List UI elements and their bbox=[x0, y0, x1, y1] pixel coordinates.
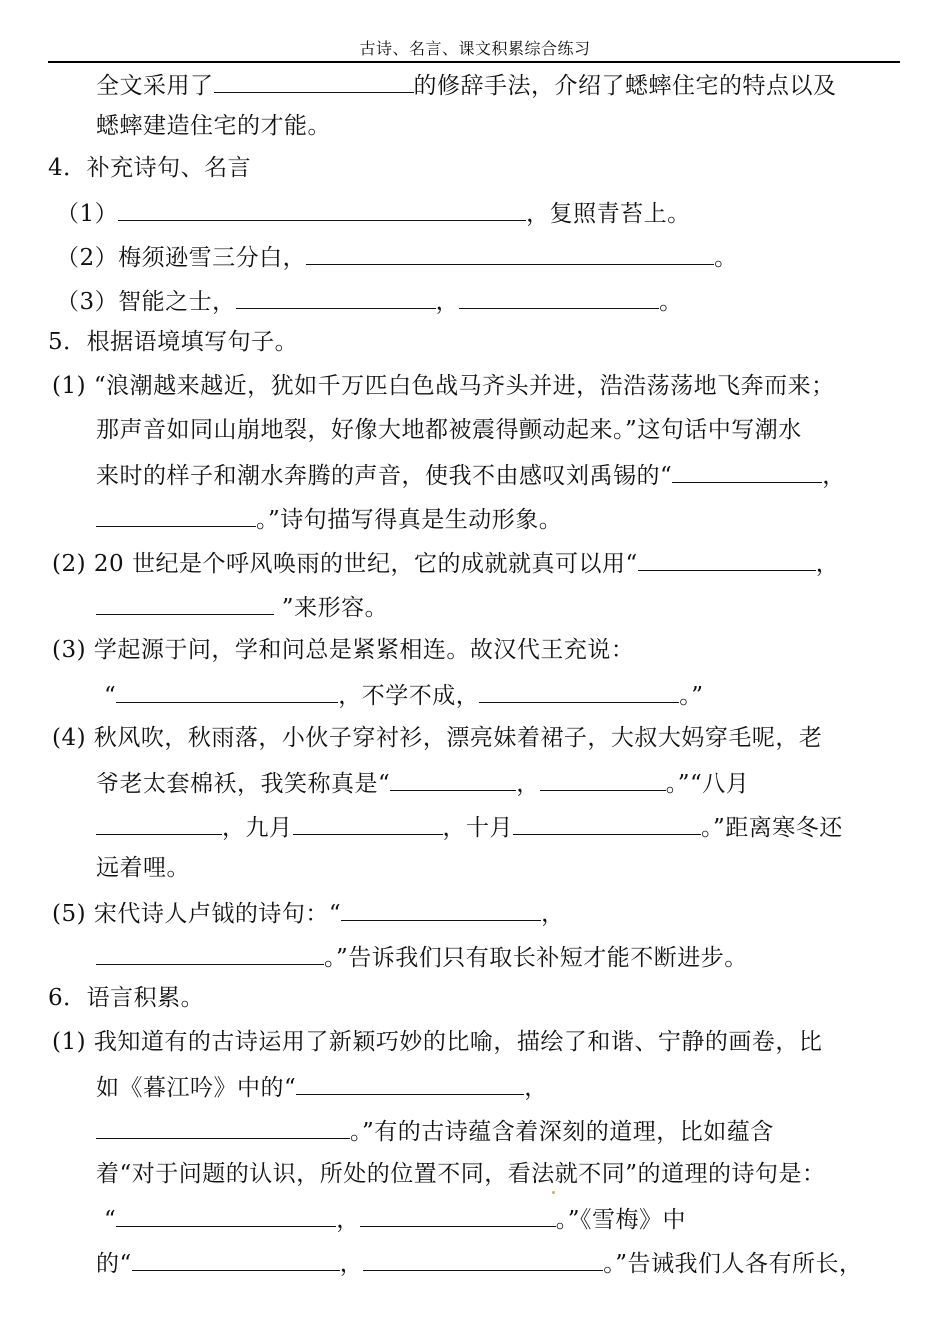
text: 全文采用了 bbox=[96, 73, 214, 99]
fill-blank[interactable] bbox=[116, 1202, 336, 1227]
text: ，九月 bbox=[222, 815, 293, 841]
text: 。”距离寒冬还 bbox=[701, 815, 843, 841]
fill-blank[interactable] bbox=[513, 810, 701, 835]
q6-1-line-6 bbox=[96, 1246, 863, 1278]
fill-blank[interactable] bbox=[360, 1202, 556, 1227]
fill-blank[interactable] bbox=[638, 546, 816, 571]
q6-1-line-4: 着“对于问题的认识，所处的位置不同，看法就不同”的道理的诗句是： bbox=[96, 1161, 826, 1187]
fill-blank[interactable] bbox=[459, 284, 659, 309]
q5-3-line-2 bbox=[104, 678, 704, 710]
fill-blank[interactable] bbox=[306, 240, 714, 265]
text: (2) 20 世纪是个呼风唤雨的世纪，它的成就就真可以用“ bbox=[52, 551, 638, 577]
fill-blank[interactable] bbox=[96, 1114, 350, 1139]
fill-blank[interactable] bbox=[540, 766, 666, 791]
text: 的“ bbox=[96, 1251, 132, 1277]
text: ， bbox=[524, 1075, 548, 1101]
text: ， bbox=[336, 1207, 360, 1233]
text: 。”告诫我们人各有所长， bbox=[603, 1251, 863, 1277]
text: ，不学不成， bbox=[338, 683, 480, 709]
q5-4-line-1: (4) 秋风吹，秋雨落，小伙子穿衬衫，漂亮妹着裙子，大叔大妈穿毛呢，老 bbox=[52, 725, 823, 751]
fill-blank[interactable] bbox=[116, 678, 338, 703]
q6-heading: 6．语言积累。 bbox=[48, 985, 205, 1011]
fill-blank[interactable] bbox=[363, 1246, 603, 1271]
q6-1-line-5 bbox=[104, 1202, 686, 1234]
scan-speck bbox=[552, 1191, 555, 1194]
q4-item-3 bbox=[56, 284, 683, 316]
text: ， bbox=[541, 901, 565, 927]
text: 。” bbox=[679, 683, 704, 709]
fill-blank[interactable] bbox=[96, 590, 274, 615]
text: （3）智能之士， bbox=[56, 289, 236, 315]
text: （2）梅须逊雪三分白， bbox=[56, 245, 307, 271]
fill-blank[interactable] bbox=[96, 810, 222, 835]
q6-1-line-2 bbox=[96, 1070, 548, 1102]
q5-2-line-2 bbox=[96, 590, 388, 622]
text: ， bbox=[815, 551, 840, 577]
q6-1-line-3 bbox=[96, 1114, 774, 1146]
q5-4-line-3 bbox=[96, 810, 843, 842]
fill-blank[interactable] bbox=[672, 458, 822, 483]
text: 如《暮江吟》中的“ bbox=[96, 1075, 297, 1101]
q5-1-line-4 bbox=[96, 502, 562, 534]
header-rule bbox=[48, 61, 900, 63]
q5-3-line-1: (3) 学起源于问，学和问总是紧紧相连。故汉代王充说： bbox=[52, 637, 635, 663]
text: ”来形容。 bbox=[274, 595, 389, 621]
text: 。”《雪梅》中 bbox=[555, 1207, 687, 1233]
text: ，十月 bbox=[442, 815, 513, 841]
text: ， bbox=[339, 1251, 364, 1277]
fill-blank[interactable] bbox=[96, 940, 324, 965]
page-header-title: 古诗、名言、课文积累综合练习 bbox=[359, 39, 591, 58]
q5-heading: 5．根据语境填写句子。 bbox=[48, 329, 299, 355]
text: “ bbox=[104, 683, 117, 709]
text: （1） bbox=[56, 201, 119, 227]
q5-4-line-4: 远着哩。 bbox=[96, 855, 190, 881]
text: 的修辞手法，介绍了蟋蟀住宅的特点以及 bbox=[413, 73, 837, 99]
q3-tail-line-1 bbox=[96, 68, 837, 100]
fill-blank[interactable] bbox=[296, 1070, 524, 1095]
q3-tail-line-2: 蟋蟀建造住宅的才能。 bbox=[96, 113, 331, 139]
fill-blank[interactable] bbox=[479, 678, 679, 703]
fill-blank[interactable] bbox=[390, 766, 516, 791]
q5-5-line-1 bbox=[52, 896, 565, 928]
text: 。”诗句描写得真是生动形象。 bbox=[256, 507, 563, 533]
q4-item-2 bbox=[56, 240, 738, 272]
text: ， bbox=[516, 771, 540, 797]
text: (5) 宋代诗人卢钺的诗句：“ bbox=[52, 901, 342, 927]
text: 。”有的古诗蕴含着深刻的道理，比如蕴含 bbox=[350, 1119, 774, 1145]
q5-1-line-3 bbox=[96, 458, 846, 490]
q5-1-line-1: (1) “浪潮越来越近，犹如千万匹白色战马齐头并进，浩浩荡荡地飞奔而来； bbox=[52, 373, 835, 399]
q4-item-1 bbox=[56, 196, 691, 228]
fill-blank[interactable] bbox=[293, 810, 443, 835]
q6-1-line-1: (1) 我知道有的古诗运用了新颖巧妙的比喻，描绘了和谐、宁静的画卷，比 bbox=[52, 1029, 823, 1055]
fill-blank[interactable] bbox=[214, 68, 414, 93]
q5-5-line-2 bbox=[96, 940, 748, 972]
text: 。”“八月 bbox=[665, 771, 750, 797]
q5-2-line-1 bbox=[52, 546, 839, 578]
fill-blank[interactable] bbox=[341, 896, 541, 921]
q5-1-line-2: 那声音如同山崩地裂，好像大地都被震得颤动起来。”这句话中写潮水 bbox=[96, 417, 802, 443]
text: “ bbox=[104, 1207, 117, 1233]
fill-blank[interactable] bbox=[132, 1246, 340, 1271]
fill-blank[interactable] bbox=[118, 196, 526, 221]
text: ， bbox=[822, 463, 846, 489]
q4-heading: 4．补充诗句、名言 bbox=[48, 155, 252, 181]
text: 。 bbox=[659, 289, 683, 315]
fill-blank[interactable] bbox=[96, 502, 256, 527]
text: 。 bbox=[714, 245, 738, 271]
text: 来时的样子和潮水奔腾的声音，使我不由感叹刘禹锡的“ bbox=[96, 463, 673, 489]
q5-4-line-2 bbox=[96, 766, 749, 798]
text: ， bbox=[435, 289, 460, 315]
fill-blank[interactable] bbox=[236, 284, 436, 309]
text: 爷老太套棉袄，我笑称真是“ bbox=[96, 771, 391, 797]
text: 。”告诉我们只有取长补短才能不断进步。 bbox=[324, 945, 748, 971]
text: ，复照青苔上。 bbox=[526, 201, 691, 227]
